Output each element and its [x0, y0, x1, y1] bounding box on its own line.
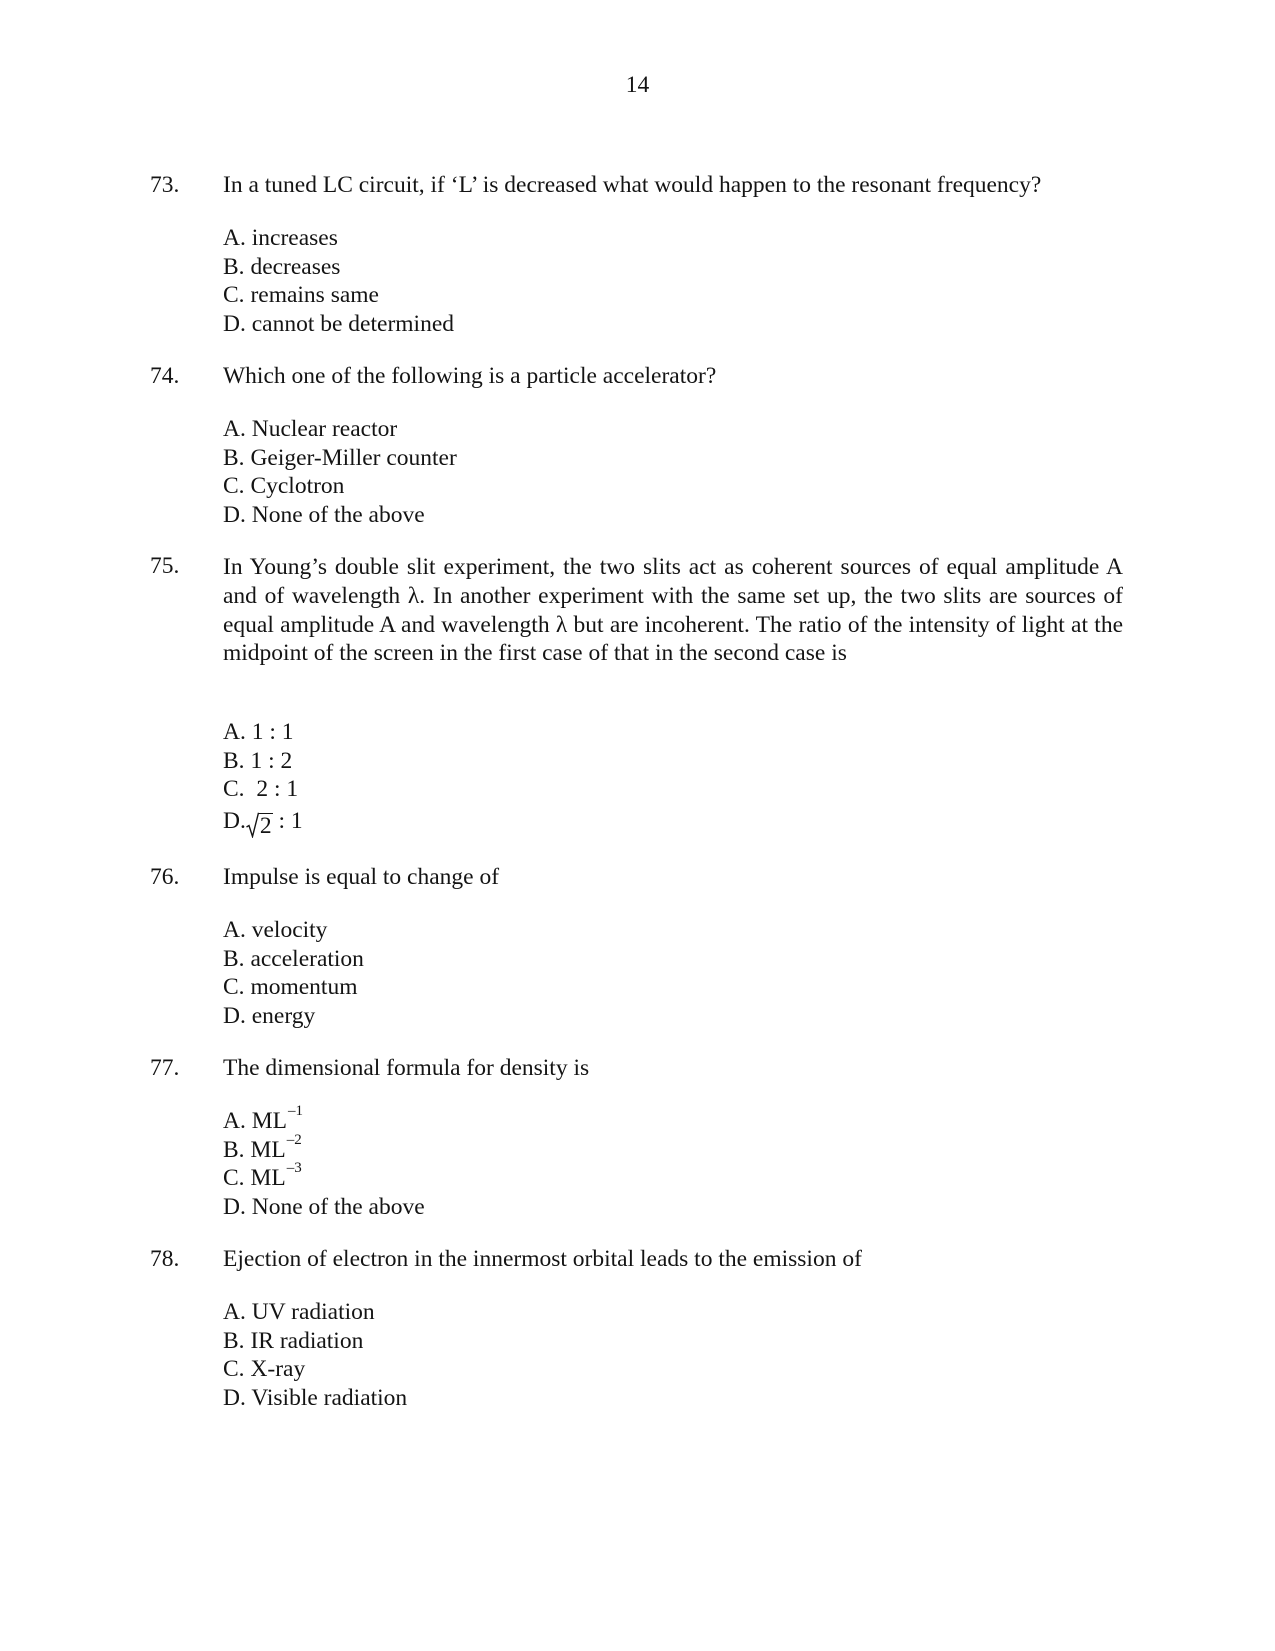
option-text: acceleration: [250, 945, 364, 972]
option-text: decreases: [250, 253, 341, 280]
radicand: 2: [259, 812, 272, 839]
option-letter: B.: [223, 945, 245, 972]
option-text: 1 : 2: [250, 747, 293, 774]
option-text: cannot be determined: [251, 310, 455, 337]
option-letter: D.: [223, 1002, 246, 1029]
answer-options: [223, 916, 364, 1030]
option-a: [223, 1103, 425, 1136]
question-number: 73.: [150, 172, 180, 198]
option-letter: B.: [223, 747, 245, 774]
option-letter: C.: [223, 1165, 245, 1192]
option-text: 2 : 1: [250, 776, 299, 803]
option-c: [223, 281, 454, 310]
option-text: : 1: [272, 807, 303, 834]
option-d: [223, 501, 457, 530]
option-b: [223, 253, 454, 282]
option-text: 1 : 1: [251, 719, 294, 745]
question-text: Impulse is equal to change of: [223, 864, 500, 890]
option-b: [223, 1327, 407, 1356]
question-text: The dimensional formula for density is: [223, 1055, 590, 1081]
option-text: energy: [251, 1002, 316, 1029]
option-text: increases: [251, 225, 338, 251]
page-number: 14: [625, 72, 650, 98]
option-a: [223, 916, 364, 945]
option-text: ML: [251, 1108, 287, 1134]
option-d: [223, 1384, 407, 1413]
option-letter: C.: [223, 1356, 245, 1383]
question-number: 74.: [150, 363, 180, 389]
option-letter: D.: [223, 1384, 246, 1411]
option-text: Geiger-Miller counter: [250, 444, 457, 471]
option-c: [223, 1355, 407, 1384]
question-text: In Young’s double slit experiment, the two slits act as coherent sources of equal amplitude A and of wavelength λ. In another experiment with the same set up, the two slits are sources of equal amplitude A and wavelength λ but are incoherent. The ratio of the intensity of light at the midpoint of the screen in the first case of that in the second case is: [223, 554, 1123, 667]
radical-sign-icon: [246, 812, 259, 838]
answer-options: [223, 718, 303, 838]
option-text: remains same: [250, 282, 379, 309]
option-c: [223, 472, 457, 501]
option-text: Visible radiation: [251, 1384, 408, 1411]
answer-options: [223, 1298, 407, 1412]
option-text: momentum: [250, 974, 358, 1001]
option-text: ML: [250, 1136, 286, 1163]
question-text: Ejection of electron in the innermost orbital leads to the emission of: [223, 1246, 862, 1272]
option-d: [223, 1193, 425, 1222]
option-letter: D.: [223, 1193, 246, 1220]
exponent: –2: [286, 1131, 302, 1148]
option-d: [223, 310, 454, 339]
option-text: UV radiation: [251, 1299, 375, 1325]
option-letter: B.: [223, 1136, 245, 1163]
exponent: –3: [286, 1160, 302, 1177]
option-letter: C.: [223, 776, 245, 803]
option-c: [223, 1160, 425, 1193]
option-letter: D.: [223, 807, 246, 834]
option-a: [223, 718, 303, 747]
option-letter: C.: [223, 974, 245, 1001]
option-letter: C.: [223, 473, 245, 500]
question-text: In a tuned LC circuit, if ‘L’ is decreased what would happen to the resonant frequency?: [223, 172, 1042, 198]
answer-options: [223, 224, 454, 338]
question-text: Which one of the following is a particle accelerator?: [223, 363, 717, 389]
option-text: Nuclear reactor: [251, 416, 398, 442]
option-letter: A.: [223, 416, 246, 442]
option-letter: D.: [223, 310, 246, 337]
option-c: [223, 973, 364, 1002]
option-d: [223, 804, 303, 838]
question-number: 77.: [150, 1055, 180, 1081]
option-d: [223, 1002, 364, 1031]
option-text: None of the above: [251, 1193, 425, 1220]
option-b: [223, 1131, 425, 1165]
question-number: 78.: [150, 1246, 180, 1272]
option-text: IR radiation: [250, 1327, 364, 1354]
exponent: –1: [287, 1103, 303, 1120]
option-b: [223, 444, 457, 473]
option-a: [223, 224, 454, 253]
option-text: velocity: [251, 917, 328, 943]
option-letter: A.: [223, 1108, 246, 1134]
square-root: [246, 812, 273, 838]
option-text: X-ray: [250, 1356, 306, 1383]
option-letter: D.: [223, 501, 246, 528]
option-b: [223, 747, 303, 776]
option-letter: B.: [223, 444, 245, 471]
option-a: [223, 1298, 407, 1327]
option-letter: A.: [223, 225, 246, 251]
answer-options: [223, 1103, 425, 1221]
option-b: [223, 945, 364, 974]
option-text: Cyclotron: [250, 473, 345, 500]
option-letter: A.: [223, 719, 246, 745]
option-text: ML: [250, 1165, 286, 1192]
option-letter: A.: [223, 917, 246, 943]
option-letter: B.: [223, 1327, 245, 1354]
option-letter: B.: [223, 253, 245, 280]
question-number: 76.: [150, 864, 180, 890]
answer-options: [223, 415, 457, 529]
option-letter: C.: [223, 282, 245, 309]
option-c: [223, 775, 303, 804]
option-text: None of the above: [251, 501, 425, 528]
option-a: [223, 415, 457, 444]
question-number: 75.: [150, 553, 180, 579]
option-letter: A.: [223, 1299, 246, 1325]
